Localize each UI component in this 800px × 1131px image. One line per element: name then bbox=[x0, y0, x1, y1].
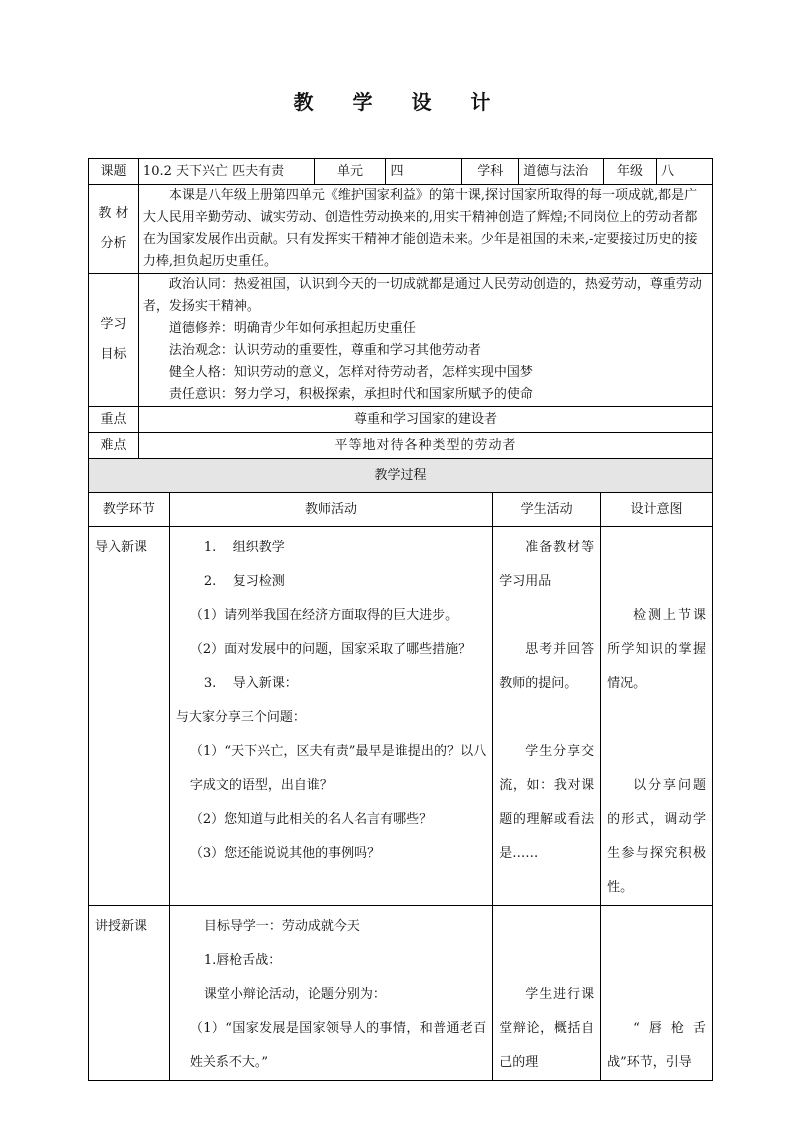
student-line: 思考并回答教师的提问。 bbox=[499, 642, 595, 691]
objective-item: 法治观念：认识劳动的重要性，尊重和学习其他劳动者 bbox=[168, 343, 481, 358]
student-activity bbox=[493, 527, 601, 906]
lesson-info-table bbox=[88, 158, 713, 493]
teacher-line: 目标导学一：劳动成就今天 bbox=[203, 919, 360, 934]
objective-item: 政治认同：热爱祖国，认识到今天的一切成就都是通过人民劳动创造的，热爱劳动，尊重劳动者，发扬实干精神。 bbox=[142, 277, 702, 314]
student-line: 准备教材等学习用品 bbox=[499, 540, 595, 589]
teacher-line: 1.唇枪舌战： bbox=[203, 953, 282, 968]
analysis-text: 本课是八年级上册第四单元《维护国家利益》的第十课,探讨国家所取得的每一项成就,都是广大人民用辛勤劳动、诚实劳动、创造性劳动换来的,用实干精神创造了辉煌;不同岗位上的劳动者都在为国家发展作出贡献。只有发挥实干精神才能创造未来。少年是祖国的未来,-定要接过历史的接力棒,担负起历史重任。 bbox=[138, 185, 712, 274]
topic-label: 课题 bbox=[89, 159, 139, 185]
key-point-text: 尊重和学习国家的建设者 bbox=[138, 407, 712, 433]
stage-cell: 讲授新课 bbox=[89, 906, 170, 1081]
teacher-line: （3）您还能说说其他的事例吗？ bbox=[189, 846, 381, 861]
objective-item: 健全人格：知识劳动的意义，怎样对待劳动者，怎样实现中国梦 bbox=[168, 365, 533, 380]
design-intent bbox=[601, 906, 713, 1081]
header-intent: 设计意图 bbox=[601, 493, 713, 527]
unit-label: 单元 bbox=[314, 159, 386, 185]
objectives-label: 学习 目标 bbox=[89, 274, 139, 407]
student-line: 学生分享交流，如：我对课题的理解或看法是…… bbox=[499, 744, 595, 861]
teacher-line: 课堂小辩论活动，论题分别为： bbox=[203, 987, 386, 1002]
key-point-label: 重点 bbox=[89, 407, 139, 433]
objective-item: 道德修养：明确青少年如何承担起历史重任 bbox=[168, 321, 416, 336]
design-intent bbox=[601, 527, 713, 906]
teacher-line: （2）面对发展中的问题，国家采取了哪些措施？ bbox=[189, 642, 472, 657]
student-activity bbox=[493, 906, 601, 1081]
grade-label: 年级 bbox=[604, 159, 657, 185]
analysis-label: 教 材 分析 bbox=[89, 185, 139, 274]
subject-label: 学科 bbox=[462, 159, 519, 185]
teacher-line: （2）您知道与此相关的名人名言有哪些？ bbox=[189, 812, 433, 827]
header-teacher: 教师活动 bbox=[169, 493, 492, 527]
intent-line: “唇枪舌战”环节，引导 bbox=[607, 1021, 706, 1070]
teacher-line: 2. 复习检测 bbox=[203, 574, 285, 589]
grade-value: 八 bbox=[657, 159, 713, 185]
teacher-line: 与大家分享三个问题： bbox=[175, 710, 306, 725]
stage-cell: 导入新课 bbox=[89, 527, 170, 906]
document-title: 教 学 设 计 bbox=[293, 90, 507, 114]
process-title: 教学过程 bbox=[89, 459, 713, 493]
teacher-line: （1）“天下兴亡，区夫有责”最早是谁提出的？以八字成文的语型，出自谁？ bbox=[189, 744, 487, 793]
header-stage: 教学环节 bbox=[89, 493, 170, 527]
teacher-line: （1）请列举我国在经济方面取得的巨大进步。 bbox=[189, 608, 459, 623]
objectives-list bbox=[138, 274, 712, 407]
difficulty-label: 难点 bbox=[89, 433, 139, 459]
student-line: 学生进行课堂辩论，概括自己的理 bbox=[499, 987, 595, 1070]
header-student: 学生活动 bbox=[493, 493, 601, 527]
objective-item: 责任意识：努力学习，积极探索，承担时代和国家所赋予的使命 bbox=[168, 387, 533, 402]
teacher-activity bbox=[169, 906, 492, 1081]
intent-line: 检测上节课所学知识的掌握情况。 bbox=[607, 608, 706, 691]
topic-value: 10.2 天下兴亡 匹夫有责 bbox=[138, 159, 314, 185]
teaching-process-table bbox=[88, 492, 713, 1081]
teacher-activity bbox=[169, 527, 492, 906]
unit-value: 四 bbox=[386, 159, 462, 185]
difficulty-text: 平等地对待各种类型的劳动者 bbox=[138, 433, 712, 459]
teacher-line: 3. 导入新课： bbox=[203, 676, 298, 691]
teacher-line: 1. 组织教学 bbox=[203, 540, 285, 555]
teacher-line: （1）“国家发展是国家领导人的事情，和普通老百姓关系不大。” bbox=[189, 1021, 487, 1070]
intent-line: 以分享问题的形式，调动学生参与探究积极性。 bbox=[607, 778, 706, 895]
subject-value: 道德与法治 bbox=[519, 159, 604, 185]
